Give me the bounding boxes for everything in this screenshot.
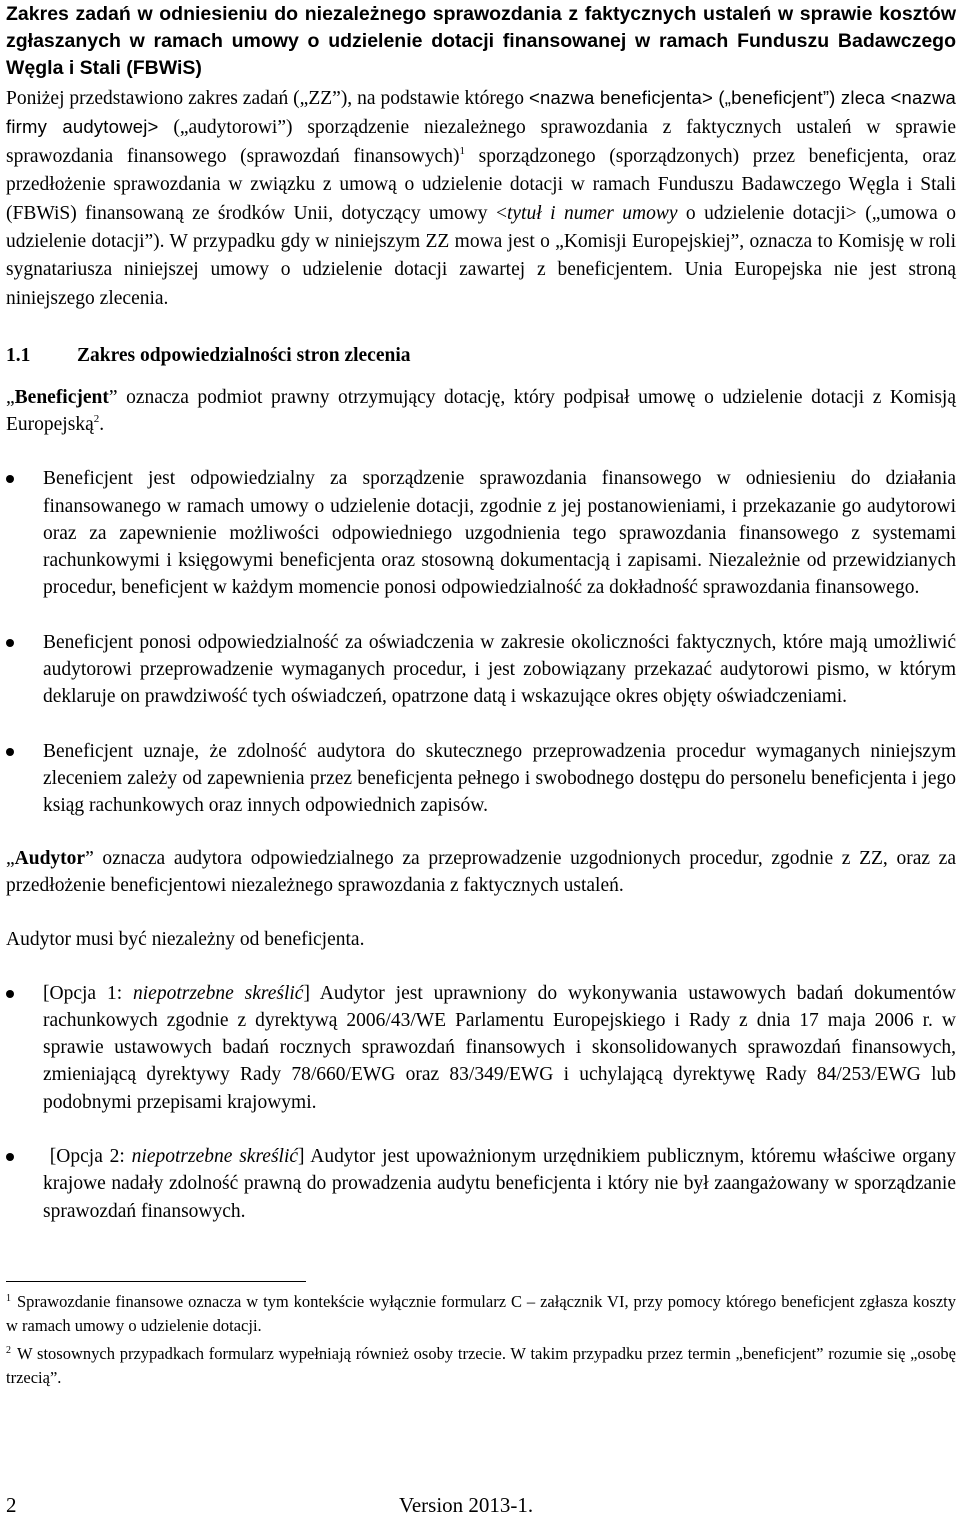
bullet-icon [6,990,14,998]
bullet-icon [6,475,14,483]
quote-open: „ [6,387,15,409]
definition-text: oznacza podmiot prawny otrzymujący dotację, który podpisał umowę o udzielenie dotacji z Komisją Europejską [6,387,956,436]
list-item [6,1143,956,1225]
definition-end: . [99,414,105,436]
intro-text-2: („beneficjent”) zleca [713,87,891,108]
footnote-number: 2 [6,1344,11,1356]
list-item [6,738,956,820]
bullet-icon [6,639,14,647]
audit-firm-placeholder: <nazwa firmy audytowej> [6,87,956,138]
contract-title-placeholder: tytuł i numer umowy [506,202,678,224]
section-title: Zakres odpowiedzialności stron zlecenia [77,345,411,367]
quote-open: „ [6,847,15,869]
list-item [6,629,956,711]
list-item [6,465,956,601]
intro-text-5: o udzielenie dotacji> („umowa o udzielenie dotacji”). W przypadku gdy w niniejszym ZZ mowa jest o „Komisji Europejskiej”, oznacza to Komisję w roli sygnatariusza niniejszej umowy o udzielenie dotacji zawartej z beneficjentem. Unia Europejska nie jest stroną niniejszego zlecenia. [6,202,956,309]
list-item-text: Beneficjent uznaje, że zdolność audytora do skutecznego przeprowadzenia procedur wymaganych niniejszym zleceniem zależy od zapewnienia przez beneficjenta pełnego i swobodnego dostępu do personelu beneficjenta i jego ksiąg rachunkowych oraz innych odpowiednich zapisów. [43,740,956,817]
document-page [6,0,956,1390]
option-open: [Opcja 1: [43,982,133,1004]
section-heading [6,342,956,370]
audytor-definition [6,845,956,899]
intro-paragraph [6,84,956,313]
beneficjent-definition [6,384,956,438]
list-item-text: Beneficjent jest odpowiedzialny za sporządzenie sprawozdania finansowego w odniesieniu do działania finansowanego w ramach umowy o udzielenie dotacji, zgodnie z jej postanowieniami, i przekazanie go audytorowi oraz za zapewnienie możliwości odpowiedniego uzgodnienia tego sprawozdania finansowego z systemami rachunkowymi i księgowymi beneficjenta oraz stosowną dokumentacją i zapisami. Niezależnie od przewidzianych procedur, beneficjent w każdym momencie ponosi odpowiedzialność za dokładność sprawozdania finansowego. [43,468,956,599]
footnote-number: 1 [6,1292,11,1304]
document-title: Zakres zadań w odniesieniu do niezależnego sprawozdania z faktycznych ustaleń w sprawie kosztów zgłaszanych w ramach umowy o udzielenie dotacji finansowanej w ramach Funduszu Badawczego Węgla i Stali (FBWiS) [6,3,956,79]
option-text: ] Audytor jest upoważnionym urzędnikiem publicznym, któremu właściwe organy krajowe nadały zdolność prawną do prowadzenia audytu beneficjenta i który nie był zaangażowany w sporządzanie sprawozdań finansowych. [43,1146,956,1222]
footnote-text: W stosownych przypadkach formularz wypełniają również osoby trzecie. W takim przypadku przez termin „beneficjent” rozumie się „osobę trzecią”. [6,1343,956,1387]
footnote-2 [6,1342,956,1390]
option-open: [Opcja 2: [43,1146,132,1167]
audytor-independence: Audytor musi być niezależny od beneficjenta. [6,928,365,950]
term-audytor: Audytor [14,847,86,869]
bullet-icon [6,1153,14,1161]
beneficiary-name-placeholder: <nazwa beneficjenta> [528,87,714,108]
quote-close: ” [108,387,118,409]
bullet-icon [6,748,14,756]
definition-text: oznacza audytora odpowiedzialnego za przeprowadzenie uzgodnionych procedur, zgodnie z ZZ, oraz za przedłożenie beneficjentowi niezależnego sprawozdania z faktycznych ustaleń. [6,847,956,896]
footnote-ref-2[interactable]: 2 [93,413,100,426]
footnote-1 [6,1290,956,1338]
section-number: 1.1 [6,345,31,367]
footnote-divider [6,1281,306,1282]
list-item-text: Beneficjent ponosi odpowiedzialność za oświadczenia w zakresie okoliczności faktycznych, które mają umożliwić audytorowi przeprowadzenie wymaganych procedur, i jest zobowiązany przekazać audytorowi pismo, w którym deklaruje on prawdziwość tych oświadczeń, opatrzone datą i wskazujące okres objęty oświadczeniami. [43,631,956,708]
quote-close: ” [85,847,94,869]
version-label: Version 2013-1. [399,1493,534,1517]
term-beneficjent: Beneficjent [14,387,109,409]
footnote-ref-1[interactable]: 1 [459,144,466,157]
beneficjent-bullet-list [6,465,956,819]
option-note: niepotrzebne skreślić [133,982,304,1004]
option-text: ] Audytor jest uprawniony do wykonywania ustawowych badań dokumentów rachunkowych zgodnie z dyrektywą 2006/43/WE Parlamentu Europejskiego i Rady z dnia 17 maja 2006 r. w sprawie ustawowych badań rocznych sprawozdań finansowych i skonsolidowanych sprawozdań finansowych, zmieniającą dyrektywy Rady 78/660/EWG oraz 83/349/EWG i uchylającą dyrektywę Rady 84/253/EWG lub podobnymi przepisami krajowymi. [43,982,956,1113]
page-number: 2 [6,1493,17,1517]
footnote-text: Sprawozdanie finansowe oznacza w tym kontekście wyłącznie formularz C – załącznik VI, przy pomocy którego beneficjent zgłasza koszty w ramach umowy o udzielenie dotacji. [6,1291,956,1335]
option-bullet-list [6,980,956,1225]
list-item [6,980,956,1116]
option-note: niepotrzebne skreślić [131,1146,299,1167]
intro-text-4: sporządzonego (sporządzonych) przez beneficjenta, oraz przedłożenie sprawozdania w związku z umową o udzielenie dotacji w ramach Funduszu Badawczego Węgla i Stali (FBWiS) finansowaną ze środków Unii, dotyczący umowy < [6,145,956,224]
intro-text-3: („audytorowi”) sporządzenie niezależnego sprawozdania z faktycznych ustaleń w sprawie sprawozdania finansowego (sprawozdań finansowych) [6,117,956,167]
intro-text-1: Poniżej przedstawiono zakres zadań („ZZ”), na podstawie którego [6,88,529,109]
